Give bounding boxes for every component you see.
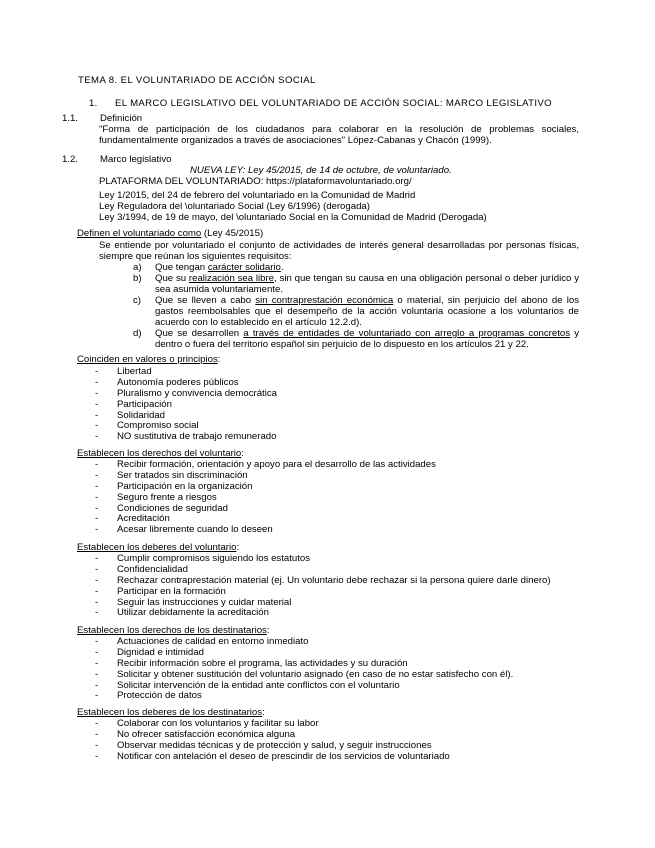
subsection-label: Marco legislativo xyxy=(100,154,172,165)
dash-bullet: - xyxy=(95,398,99,410)
dash-bullet: - xyxy=(95,431,99,443)
list-item-text: Solicitar y obtener sustitución del voluntario asignado (en caso de no estar satisfecho con él). xyxy=(117,668,514,680)
dash-bullet: - xyxy=(95,513,99,525)
dash-bullet: - xyxy=(95,459,99,470)
list-heading: Coinciden en valores o principios: xyxy=(77,354,221,365)
list xyxy=(95,554,595,619)
item-text: Que tengan xyxy=(155,262,208,273)
section-number: 1. xyxy=(89,98,98,109)
dash-bullet: - xyxy=(95,739,99,751)
dash-bullet: - xyxy=(95,646,99,658)
list-item xyxy=(95,691,595,702)
list-heading-text: Establecen los derechos de los destinatarios xyxy=(77,625,267,636)
list-item-text: Libertad xyxy=(117,366,152,377)
list-item xyxy=(95,752,595,763)
list-item-text: Acesar libremente cuando lo deseen xyxy=(117,524,273,536)
list-item-text: Solicitar intervención de la entidad ante conflictos con el voluntario xyxy=(117,679,400,691)
list-item-text: Compromiso social xyxy=(117,420,199,432)
definition-quote: "Forma de participación de los ciudadanos para colaborar en la resolución de problemas sociales, fundamentalmente organizados a través de asociaciones" López-Cabanas y Chacón (1999). xyxy=(99,124,579,146)
list-item-text: Seguir las instrucciones y cuidar material xyxy=(117,596,292,608)
dash-bullet: - xyxy=(95,718,99,729)
list-heading: Establecen los derechos de los destinatarios: xyxy=(77,625,270,636)
define-heading xyxy=(77,229,263,240)
item-marker: b) xyxy=(133,273,142,284)
dash-bullet: - xyxy=(95,636,99,647)
list-item-text: No ofrecer satisfacción económica alguna xyxy=(117,728,296,740)
list-item-text: Protección de datos xyxy=(117,690,202,702)
list-heading: Establecen los derechos del voluntario: xyxy=(77,448,244,459)
list-item xyxy=(95,608,595,619)
item-marker: d) xyxy=(133,328,142,339)
item-text: . xyxy=(280,262,284,273)
list-heading-text: Establecen los deberes de los destinatarios xyxy=(77,707,263,718)
section-heading-1 xyxy=(89,99,552,110)
requirement-item xyxy=(133,274,579,296)
list-item-text: Participar en la formación xyxy=(117,585,226,597)
requirement-item xyxy=(133,296,579,329)
dash-bullet: - xyxy=(95,420,99,432)
list-heading-text: Establecen los deberes del voluntario xyxy=(77,542,237,553)
law-line: Ley Reguladora del \oluntariado Social (Ley 6/1996) (derogada) xyxy=(99,201,370,212)
subsection-label: Definición xyxy=(100,113,143,124)
list-item-text: Ser tratados sin discriminación xyxy=(117,469,248,481)
list-item xyxy=(95,432,595,443)
list-item-text: Rechazar contraprestación material (ej. Un voluntario debe rechazar si la persona quiere darle dinero) xyxy=(117,574,551,586)
list xyxy=(95,637,595,702)
dash-bullet: - xyxy=(95,690,99,702)
list-item-text: Recibir información sobre el programa, las actividades y su duración xyxy=(117,657,408,669)
list-item-text: Seguro frente a riesgos xyxy=(117,491,217,503)
list-heading: Establecen los deberes del voluntario: xyxy=(77,542,240,553)
document-title: TEMA 8. EL VOLUNTARIADO DE ACCIÓN SOCIAL xyxy=(78,75,316,86)
define-heading-suffix: (Ley 45/2015) xyxy=(201,228,264,239)
list-item-text: Participación xyxy=(117,398,172,410)
item-text: y dentro o fuera del territorio español sin perjuicio de lo dispuesto en los artículos 21 y 22. xyxy=(155,328,580,350)
dash-bullet: - xyxy=(95,480,99,492)
dash-bullet: - xyxy=(95,524,99,536)
list-item-text: Acreditación xyxy=(117,513,170,525)
list-item-text: Condiciones de seguridad xyxy=(117,502,228,514)
list-item-text: Utilizar debidamente la acreditación xyxy=(117,607,269,619)
law-line: Ley 3/1994, de 19 de mayo, del \oluntariado Social en la Comunidad de Madrid (Derogada) xyxy=(99,212,487,223)
dash-bullet: - xyxy=(95,750,99,762)
list-item-text: Dignidad e intimidad xyxy=(117,646,204,658)
list-item-text: Cumplir compromisos siguiendo los estatutos xyxy=(117,553,311,564)
platform-line: PLATAFORMA DEL VOLUNTARIADO: https://plataformavoluntariado.org/ xyxy=(99,176,412,187)
item-underlined: a través de entidades de voluntariado con arreglo a programas concretos xyxy=(243,328,571,339)
requirement-item xyxy=(133,329,579,351)
dash-bullet: - xyxy=(95,596,99,608)
list xyxy=(95,460,595,536)
list-item-text: Participación en la organización xyxy=(117,480,253,492)
dash-bullet: - xyxy=(95,409,99,421)
dash-bullet: - xyxy=(95,366,99,377)
item-underlined: carácter solidario xyxy=(207,262,281,273)
dash-bullet: - xyxy=(95,491,99,503)
define-heading-underlined: Definen el voluntariado como xyxy=(77,228,202,239)
list-item-text: Notificar con antelación el deseo de prescindir de los servicios de voluntariado xyxy=(117,750,450,762)
list-item-text: Confidencialidad xyxy=(117,563,188,575)
list-item-text: Autonomía poderes públicos xyxy=(117,376,239,388)
list-item xyxy=(95,525,595,536)
list-item-text: Observar medidas técnicas y de protección y salud, y seguir instrucciones xyxy=(117,739,432,751)
list xyxy=(95,719,595,763)
item-text: Que su xyxy=(155,273,189,284)
list-item-text: Colaborar con los voluntarios y facilitar su labor xyxy=(117,718,319,729)
dash-bullet: - xyxy=(95,574,99,586)
section-title: EL MARCO LEGISLATIVO DEL VOLUNTARIADO DE ACCIÓN SOCIAL: MARCO LEGISLATIVO xyxy=(115,98,552,109)
dash-bullet: - xyxy=(95,563,99,575)
list-heading-text: Coinciden en valores o principios xyxy=(77,354,218,365)
new-law-line: NUEVA LEY: Ley 45/2015, de 14 de octubre, de voluntariado. xyxy=(190,165,452,176)
list xyxy=(95,367,595,443)
item-underlined: realización sea libre xyxy=(188,273,275,284)
subsection-number: 1.1. xyxy=(62,113,79,124)
dash-bullet: - xyxy=(95,553,99,564)
dash-bullet: - xyxy=(95,657,99,669)
dash-bullet: - xyxy=(95,607,99,619)
dash-bullet: - xyxy=(95,668,99,680)
law-line: Ley 1/2015, del 24 de febrero del voluntariado en la Comunidad de Madrid xyxy=(99,190,416,201)
dash-bullet: - xyxy=(95,502,99,514)
dash-bullet: - xyxy=(95,728,99,740)
item-marker: c) xyxy=(133,295,141,306)
subsection-number: 1.2. xyxy=(62,154,79,165)
list-item-text: Actuaciones de calidad en entorno inmediato xyxy=(117,636,309,647)
dash-bullet: - xyxy=(95,679,99,691)
dash-bullet: - xyxy=(95,585,99,597)
list-item-text: Solidaridad xyxy=(117,409,166,421)
item-underlined: sin contraprestación económica xyxy=(255,295,394,306)
dash-bullet: - xyxy=(95,387,99,399)
item-text: , sin que tengan su causa en una obligación personal o deber jurídico y sea asumida voluntariamente. xyxy=(155,273,579,295)
define-paragraph: Se entiende por voluntariado el conjunto de actividades de interés general desarrolladas por personas físicas, siempre que reúnan los siguientes requisitos: xyxy=(99,240,579,262)
dash-bullet: - xyxy=(95,376,99,388)
item-marker: a) xyxy=(133,262,142,273)
list-item-text: NO sustitutiva de trabajo remunerado xyxy=(117,431,277,443)
list-item-text: Pluralismo y convivencia democrática xyxy=(117,387,277,399)
list-item xyxy=(95,400,595,411)
list-item-text: Recibir formación, orientación y apoyo para el desarrollo de las actividades xyxy=(117,459,436,470)
item-text: Que se lleven a cabo xyxy=(155,295,256,306)
dash-bullet: - xyxy=(95,469,99,481)
item-text: Que se desarrollen xyxy=(155,328,244,339)
item-text: o material, sin perjuicio del abono de los gastos reembolsables que el desempeño de la acción voluntaria ocasione a los voluntarios de acuerdo con lo establecido en el artículo 12.2.d). xyxy=(155,295,579,328)
list-heading: Establecen los deberes de los destinatarios: xyxy=(77,707,265,718)
list-item xyxy=(95,504,595,515)
list-heading-text: Establecen los derechos del voluntario xyxy=(77,448,242,459)
